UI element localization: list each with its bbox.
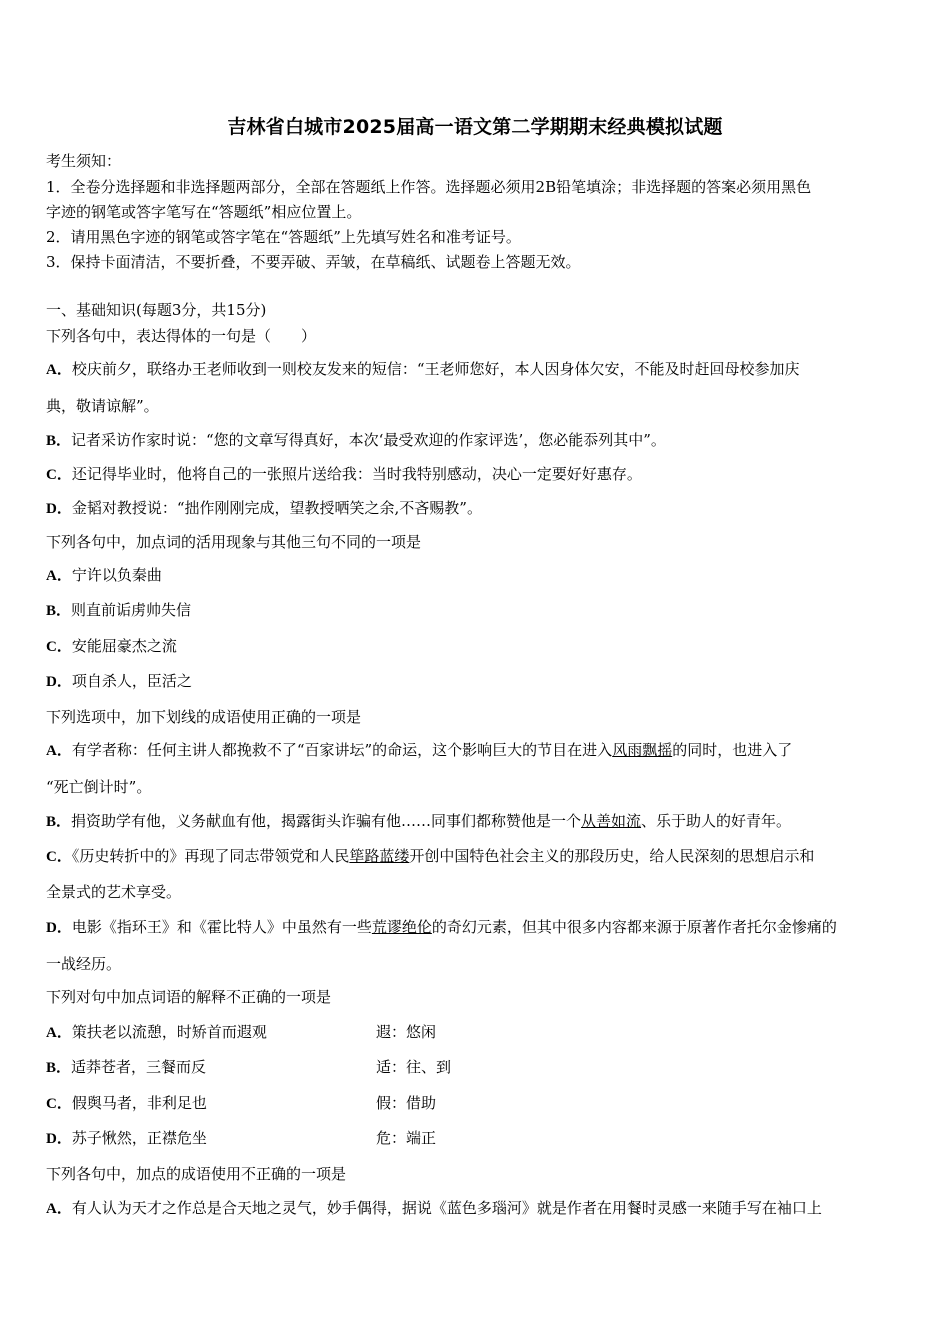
q5-option-a: A．有人认为天才之作总是合天地之灵气，妙手偶得，据说《蓝色多瑙河》就是作者在用餐时灵感一来随手写在袖口上 [46,1199,822,1217]
section-heading: 一、基础知识(每题3分，共15分) [46,301,267,319]
underlined-idiom: 风雨飘摇 [612,741,673,759]
q3-stem: 下列选项中，加下划线的成语使用正确的一项是 [46,708,362,726]
q3-option-a: A．有学者称：任何主讲人都挽救不了“百家讲坛”的命运，这个影响巨大的节目在进入风雨飘摇的同时，也进入了 [46,741,793,759]
q3-option-a-cont: “死亡倒计时”。 [46,778,152,796]
notice-item-1-cont: 字迹的钢笔或答字笔写在“答题纸”相应位置上。 [46,203,362,221]
underlined-idiom: 筚路蓝缕 [349,847,410,865]
notice-item-1: 1．全卷分选择题和非选择题两部分，全部在答题纸上作答。选择题必须用2B铅笔填涂；非选择题的答案必须用黑色 [46,178,812,196]
q4-option-d-definition: 危：端正 [376,1129,437,1147]
q1-stem: 下列各句中，表达得体的一句是（ ） [46,327,317,345]
q1-option-a-cont: 典，敬请谅解”。 [46,397,159,415]
q2-option-a: A．宁许以负秦曲 [46,566,162,584]
underlined-idiom: 从善如流 [581,812,642,830]
q3-option-d-cont: 一战经历。 [46,955,122,973]
q5-stem: 下列各句中，加点的成语使用不正确的一项是 [46,1165,347,1183]
q4-option-d: D．苏子愀然，正襟危坐 [46,1129,207,1147]
q4-option-c: C．假舆马者，非利足也 [46,1094,207,1112]
notice-item-2: 2．请用黑色字迹的钢笔或答字笔在“答题纸”上先填写姓名和准考证号。 [46,228,521,246]
q4-option-b-definition: 适：往、到 [376,1058,452,1076]
notice-item-3: 3．保持卡面清洁，不要折叠，不要弄破、弄皱，在草稿纸、试题卷上答题无效。 [46,253,581,271]
q3-option-b: B．捐资助学有他，义务献血有他，揭露街头诈骗有他……同事们都称赞他是一个从善如流、乐于助人的好青年。 [46,812,792,830]
q1-option-a: A．校庆前夕，联络办王老师收到一则校友发来的短信：“王老师您好，本人因身体欠安，不能及时赶回母校参加庆 [46,360,800,378]
q4-option-b: B．适莽苍者，三餐而反 [46,1058,207,1076]
q4-option-a-definition: 遐：悠闲 [376,1023,437,1041]
q3-option-c: C．《历史转折中的》再现了同志带领党和人民筚路蓝缕开创中国特色社会主义的那段历史，给人民深刻的思想启示和 [46,847,815,865]
q1-option-b: B．记者采访作家时说：“您的文章写得真好，本次‘最受欢迎的作家评选’，您必能忝列其中”。 [46,431,666,449]
q3-option-c-cont: 全景式的艺术享受。 [46,883,182,901]
q2-stem: 下列各句中，加点词的活用现象与其他三句不同的一项是 [46,533,422,551]
underlined-idiom: 荒谬绝伦 [371,918,432,936]
q2-option-b: B．则直前诟虏帅失信 [46,601,192,619]
q3-option-d: D．电影《指环王》和《霍比特人》中虽然有一些荒谬绝伦的奇幻元素，但其中很多内容都来源于原著作者托尔金惨痛的 [46,918,837,936]
q1-option-d: D．金韬对教授说：“拙作刚刚完成，望教授哂笑之余,不吝赐教”。 [46,499,482,517]
q4-option-a: A．策扶老以流憩，时矫首而遐观 [46,1023,267,1041]
q2-option-d: D．项自杀人，臣活之 [46,672,192,690]
q4-option-c-definition: 假：借助 [376,1094,437,1112]
notice-heading: 考生须知： [46,152,122,170]
page-title: 吉林省白城市2025届高一语文第二学期期末经典模拟试题 [227,116,723,138]
q4-stem: 下列对句中加点词语的解释不正确的一项是 [46,988,332,1006]
q1-option-c: C．还记得毕业时，他将自己的一张照片送给我：当时我特别感动，决心一定要好好惠存。 [46,465,642,483]
q2-option-c: C．安能屈豪杰之流 [46,637,177,655]
